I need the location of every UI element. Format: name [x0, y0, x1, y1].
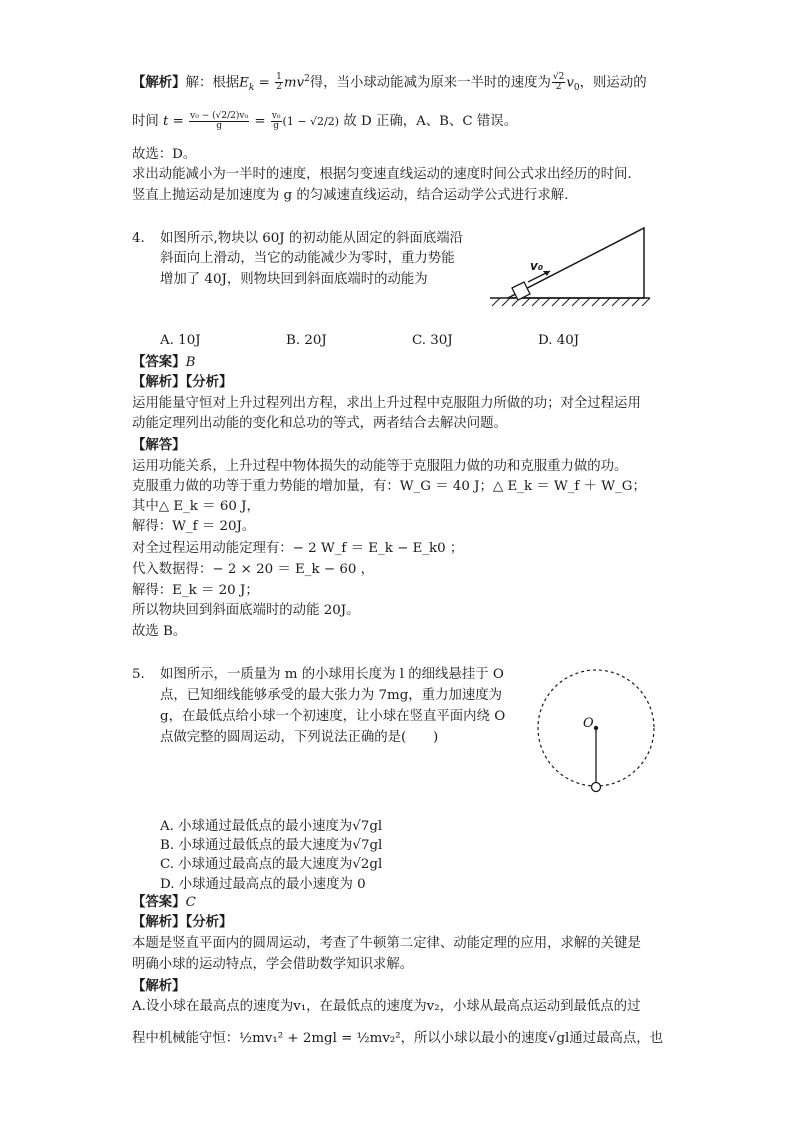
q5-answer: 【答案】C — [132, 894, 196, 910]
q5-analysis-1: 本题是竖直平面内的圆周运动，考查了牛顿第二定律、动能定理的应用，求解的关键是 — [132, 936, 641, 951]
fraction-sqrt2-over-2: $\frac{√2}{2}$ — [552, 72, 565, 93]
fraction-v0-over-g: $\frac{\text{v₀}}{g}$ — [271, 111, 281, 131]
q4-stem-2: 斜面向上滑动，当它的动能减少为零时，重力势能 — [160, 251, 455, 266]
q5-solve-1: A.设小球在最高点的速度为v₁，在最低点的速度为v₂，小球从最高点运动到最低点的过 — [132, 999, 641, 1014]
q3-line-1: 【解析】解：根据$E_k$ = $\frac{1}{2}$ $mv^2$得，当小球动能减为原来一半时的速度为 $\frac{√2}{2}$ $v_0$，则运动的 — [132, 72, 647, 94]
q5-stem-4: 点做完整的圆周运动，下列说法正确的是( ) — [160, 730, 439, 745]
q5-option-a[interactable]: A. 小球通过最低点的最小速度为√7gl — [160, 819, 383, 834]
q4-option-a[interactable]: A. 10J — [160, 333, 201, 348]
q4-analysis-tag: 【解析】【分析】 — [132, 374, 233, 390]
q5-number: 5. — [132, 667, 145, 682]
q4-stem-1: 如图所示,物块以 60J 的初动能从固定的斜面底端沿 — [160, 231, 463, 246]
q3-line-5: 竖直上抛运动是加速度为 g 的匀减速直线运动，结合运动学公式进行求解． — [132, 188, 578, 203]
q4-number: 4. — [132, 231, 145, 246]
q5-option-c[interactable]: C. 小球通过最高点的最大速度为√2gl — [160, 857, 383, 872]
q4-option-c[interactable]: C. 30J — [412, 333, 453, 348]
q5-solve-tag: 【解析】 — [132, 978, 186, 994]
q3-line-3: 故选：D。 — [132, 147, 197, 162]
q4-solve-1: 运用功能关系，上升过程中物体损失的动能等于克服阻力做的功和克服重力做的功。 — [132, 459, 628, 474]
q4-stem-3: 增加了 40J，则物块回到斜面底端时的动能为 — [160, 272, 428, 287]
fraction-half: $\frac{1}{2}$ — [276, 72, 282, 93]
v0-label: v₀ — [530, 259, 544, 273]
q4-solve-7: 解得：E_k ＝ 20 J； — [132, 583, 259, 598]
o-label: O — [583, 716, 594, 731]
q5-option-d[interactable]: D. 小球通过最高点的最小速度为 0 — [160, 877, 366, 892]
q5-analysis-2: 明确小球的运动特点，学会借助数学知识求解。 — [132, 957, 414, 972]
q4-option-b[interactable]: B. 20J — [286, 333, 327, 348]
q4-solve-9: 故选 B。 — [132, 624, 187, 639]
q4-solve-5: 对全过程运用动能定理有：− 2 W_f ＝ E_k − E_k0 ； — [132, 541, 464, 556]
fraction-time: $\frac{\text{v₀ − (√2/2)v₀}}{g}$ — [190, 111, 249, 131]
q4-analysis-1: 运用能量守恒对上升过程列出方程，求出上升过程中克服阻力所做的功；对全过程运用 — [132, 396, 641, 411]
q4-solve-8: 所以物块回到斜面底端时的动能 20J。 — [132, 603, 360, 618]
q5-analysis-tag: 【解析】【分析】 — [132, 914, 233, 930]
q3-line-2: 时间 t = $\frac{\text{v₀ − (√2/2)v₀}}{g}$ = $\frac{\text{v₀}}{g}$ (1 − √2/2) 故 D 正确，A、B、C 错误。 — [132, 111, 518, 131]
q5-option-b[interactable]: B. 小球通过最低点的最大速度为√7gl — [160, 838, 383, 853]
q5-stem-2: 点，已知细线能够承受的最大张力为 7mg，重力加速度为 — [160, 688, 503, 703]
q5-stem-3: g，在最低点给小球一个初速度，让小球在竖直平面内绕 O — [160, 709, 506, 724]
q3-line-4: 求出动能减小为一半时的速度，根据匀变速直线运动的速度时间公式求出经历的时间． — [132, 167, 641, 182]
ball — [592, 783, 601, 792]
q5-stem-1: 如图所示，一质量为 m 的小球用长度为 l 的细线悬挂于 O — [160, 667, 504, 682]
q5-solve-2: 程中机械能守恒：½mv₁² + 2mgl = ½mv₂²，所以小球以最小的速度√gl通过最高点，也 — [132, 1031, 664, 1046]
q4-analysis-2: 动能定理列出动能的变化和总功的等式，两者结合去解决问题。 — [132, 416, 507, 431]
q4-answer: 【答案】B — [132, 354, 196, 370]
q4-solve-tag: 【解答】 — [132, 437, 186, 453]
circle-figure — [532, 664, 662, 794]
q4-solve-6: 代入数据得：− 2 × 20 ＝ E_k − 60 ， — [132, 562, 375, 577]
q4-solve-3: 其中△ E_k ＝ 60 J， — [132, 499, 260, 514]
q4-solve-4: 解得：W_f ＝ 20J。 — [132, 519, 256, 534]
incline-figure — [488, 226, 668, 326]
q4-solve-2: 克服重力做的功等于重力势能的增加量，有：W_G ＝ 40 J；△ E_k ＝ W_f ＋ W_G； — [132, 479, 646, 494]
q4-option-d[interactable]: D. 40J — [538, 333, 580, 348]
